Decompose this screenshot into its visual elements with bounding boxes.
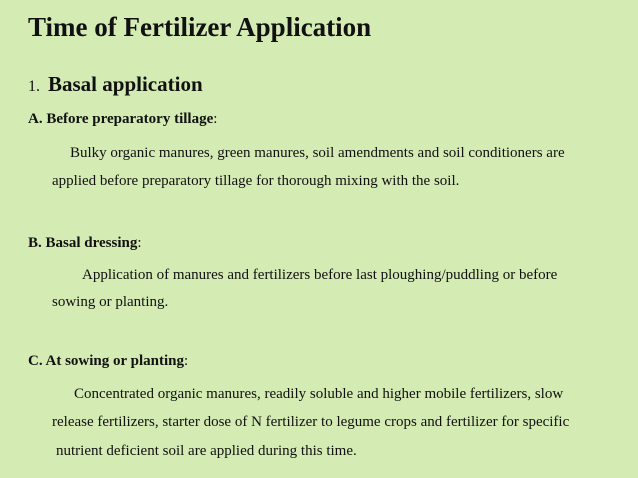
section-number: 1. xyxy=(28,78,40,95)
item-c-heading-row xyxy=(28,352,188,370)
item-a-colon: : xyxy=(213,111,218,127)
item-c-colon: : xyxy=(184,353,189,369)
item-b-heading-row xyxy=(28,234,142,252)
item-c-line-3: nutrient deficient soil are applied during this time. xyxy=(56,443,357,459)
item-b-line-2: sowing or planting. xyxy=(52,294,169,310)
slide-title: Time of Fertilizer Application xyxy=(28,12,372,42)
item-a-line-1: Bulky organic manures, green manures, soil amendments and soil conditioners are xyxy=(70,145,565,161)
section-heading xyxy=(28,71,203,98)
item-a-line-2: applied before preparatory tillage for thorough mixing with the soil. xyxy=(52,173,460,189)
item-c-heading: C. At sowing or planting xyxy=(28,353,185,369)
item-b-colon: : xyxy=(137,235,142,251)
section-title: Basal application xyxy=(48,72,203,96)
item-b-heading: B. Basal dressing xyxy=(28,235,138,251)
item-c-line-1: Concentrated organic manures, readily soluble and higher mobile fertilizers, slow xyxy=(74,386,564,402)
item-a-heading: A. Before preparatory tillage xyxy=(28,111,214,127)
item-c-line-2: release fertilizers, starter dose of N fertilizer to legume crops and fertilizer for specific xyxy=(52,414,570,430)
item-b-line-1: Application of manures and fertilizers before last ploughing/puddling or before xyxy=(82,267,558,283)
item-a-heading-row xyxy=(28,110,217,128)
